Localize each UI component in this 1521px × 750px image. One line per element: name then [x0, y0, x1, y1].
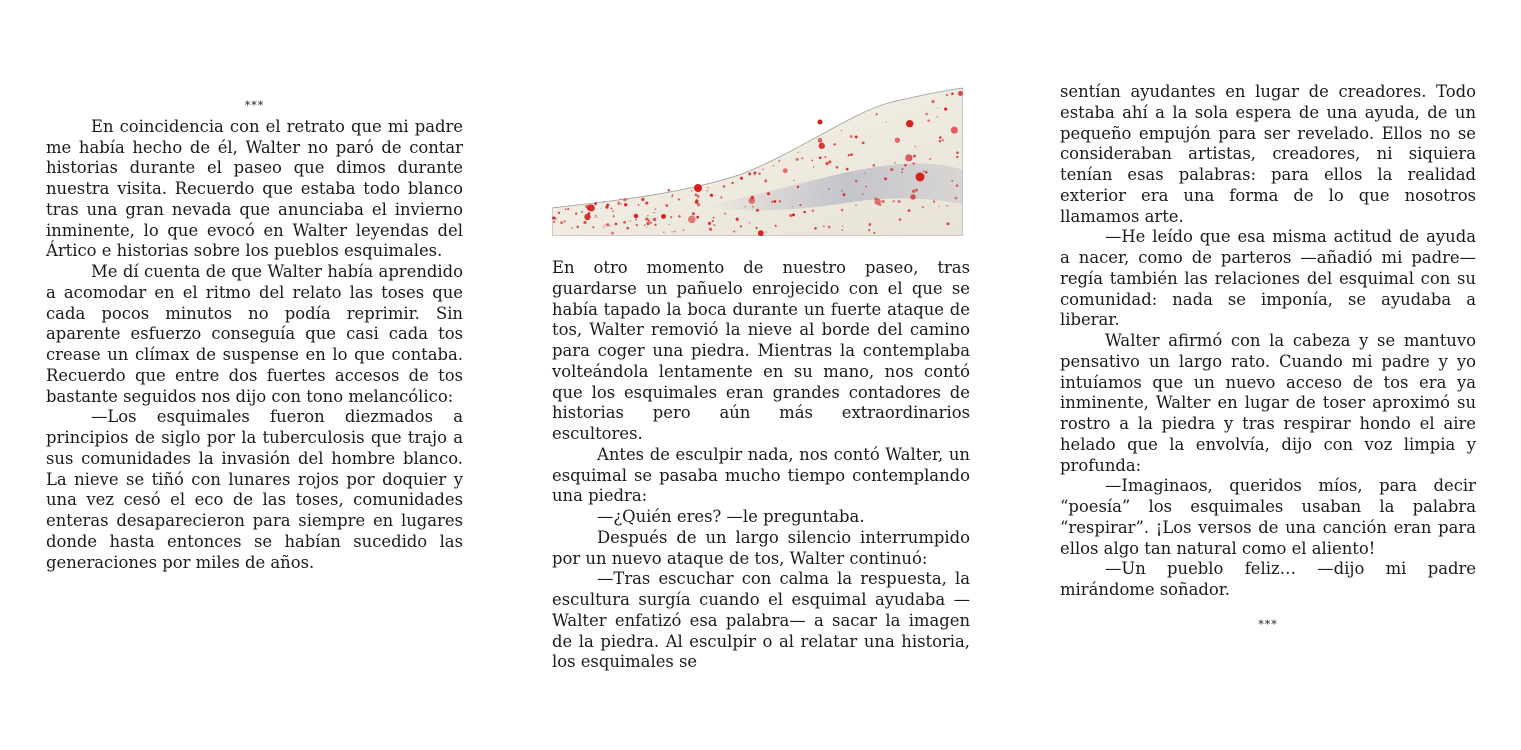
red-spot: [758, 172, 760, 174]
section-separator: ***: [244, 99, 265, 112]
red-spot: [594, 202, 597, 205]
red-spot: [890, 168, 893, 171]
red-spot: [906, 120, 913, 127]
red-spot: [946, 205, 948, 207]
red-spot: [754, 171, 757, 174]
red-spot: [811, 209, 814, 212]
red-spot: [886, 121, 887, 122]
red-spot: [938, 206, 939, 207]
red-spot: [567, 208, 569, 210]
red-spot: [678, 198, 680, 200]
red-spot: [933, 200, 935, 202]
red-spot: [899, 218, 902, 221]
red-spot: [814, 227, 817, 230]
red-spot: [707, 187, 709, 189]
red-spot: [669, 224, 670, 225]
red-spot: [818, 120, 823, 125]
red-spot: [902, 168, 904, 170]
red-spot: [868, 223, 871, 226]
red-spot: [931, 100, 934, 103]
red-spot: [740, 225, 742, 227]
red-spot: [723, 185, 726, 188]
red-spot: [850, 135, 853, 138]
red-spot: [691, 190, 692, 191]
red-spot: [819, 143, 825, 149]
red-spot: [635, 219, 637, 221]
red-spot: [671, 196, 673, 198]
red-spot: [663, 232, 664, 233]
red-spot: [654, 212, 655, 213]
red-spot: [834, 143, 836, 145]
red-spot: [846, 168, 849, 171]
red-spot: [799, 204, 801, 206]
red-spot: [864, 172, 865, 173]
red-spot: [855, 135, 858, 138]
red-spot: [913, 155, 916, 158]
paragraph: —¿Quién eres? —le preguntaba.: [597, 507, 865, 526]
red-spot: [683, 229, 685, 231]
text-column-right: [1060, 82, 1476, 636]
paragraph: Walter afirmó con la cabeza y se mantuvo pensativo un largo rato. Cuando mi padre y yo intuíamos que un nuevo acceso de tos era ya inminente, Walter en lugar de toser aproximó su rostro a la piedra y tras respirar hondo el aire helado que la envolvía, dijo con voz limpia y profunda:: [1060, 331, 1476, 475]
red-spot: [712, 220, 714, 222]
red-spot: [855, 180, 857, 182]
red-spot: [873, 232, 875, 234]
red-spot: [876, 113, 878, 115]
red-spot: [929, 158, 931, 160]
red-spot: [606, 223, 609, 226]
red-spot: [577, 226, 579, 228]
red-spot: [617, 203, 620, 206]
red-spot: [661, 214, 666, 219]
red-spot: [811, 160, 813, 162]
red-spot: [910, 194, 915, 199]
red-spot: [670, 216, 672, 218]
red-spot: [609, 225, 610, 226]
red-spot: [646, 227, 647, 228]
red-spot: [901, 171, 902, 172]
text-column-left: [46, 96, 463, 573]
red-spot: [942, 139, 944, 141]
red-spot: [912, 162, 914, 164]
paragraph: En otro momento de nuestro paseo, tras guardarse un pañuelo enrojecido con el que se había tapado la boca durante un fuerte ataque de tos, Walter removió la nieve al borde del camino para coger una piedra. Mientras la contemplaba volteándola lentamente en su mano, nos contó que los esquimales eran grandes contadores de historias pero aún más extraordinarios escultores.: [552, 258, 970, 443]
paragraph: —Tras escuchar con calma la respuesta, la escultura surgía cuando el esquimal ayudaba —Walter enfatizó esa palabra— a sacar la imagen de la piedra. Al esculpir o al relatar una historia, los esquimales se: [552, 569, 970, 672]
red-spot: [604, 225, 605, 226]
paragraph: En coincidencia con el retrato que mi padre me había hecho de él, Walter no paró de contar historias durante el paseo que dimos durante nuestra visita. Recuerdo que estaba todo blanco tras una gran nevada que anunciaba el invierno inminente, lo que evocó en Walter leyendas del Ártico e historias sobre los pueblos esquimales.: [46, 116, 463, 261]
red-spot: [937, 108, 938, 109]
red-spot: [749, 222, 750, 223]
red-spot: [653, 218, 656, 221]
red-spot: [646, 222, 649, 225]
red-spot: [674, 231, 675, 232]
red-spot: [862, 193, 864, 195]
red-spot: [575, 213, 577, 215]
red-spot: [665, 204, 668, 207]
red-spot: [925, 113, 928, 116]
red-spot: [898, 200, 901, 203]
red-spot: [868, 229, 870, 231]
red-spot: [792, 206, 793, 207]
red-spot: [779, 200, 781, 202]
red-spot: [672, 231, 673, 232]
red-spot: [813, 166, 814, 167]
red-spot: [818, 138, 823, 143]
red-spot: [773, 200, 776, 203]
red-spot: [641, 198, 644, 201]
paragraph: —Imaginaos, queridos míos, para decir “poesía” los esquimales usaban la palabra “respirar”. ¡Los versos de una canción eran para ellos algo tan natural como el aliento!: [1060, 476, 1476, 558]
red-spot: [724, 213, 726, 215]
red-spot: [925, 171, 928, 174]
red-spot: [783, 168, 788, 173]
red-spot: [758, 230, 764, 236]
red-spot: [612, 210, 614, 212]
red-spot: [922, 206, 924, 208]
red-spot: [588, 205, 595, 212]
red-spot: [667, 189, 670, 192]
red-spot: [767, 192, 770, 195]
red-spot: [905, 154, 912, 161]
red-spot: [713, 217, 715, 219]
red-spot: [752, 206, 754, 208]
red-spot: [771, 201, 773, 203]
red-spot: [946, 94, 948, 96]
red-spot: [762, 169, 763, 170]
red-spot: [581, 211, 583, 213]
red-spot: [956, 184, 959, 187]
red-spot: [626, 227, 629, 230]
red-spot: [624, 203, 627, 206]
red-spot: [634, 214, 638, 218]
red-spot: [603, 226, 605, 228]
red-spot: [645, 217, 648, 220]
red-spot: [843, 193, 846, 196]
red-spot: [620, 198, 621, 199]
red-spot: [731, 182, 733, 184]
red-spot: [956, 152, 958, 154]
red-spot: [605, 205, 608, 208]
red-spot: [916, 173, 925, 182]
paragraph: Antes de esculpir nada, nos contó Walter, un esquimal se pasaba mucho tiempo contemplando una piedra:: [552, 444, 970, 506]
red-spot: [713, 224, 715, 226]
red-spot: [764, 179, 767, 182]
red-spot: [709, 228, 712, 231]
red-spot: [836, 166, 839, 169]
red-spot: [828, 226, 831, 229]
red-spot: [636, 224, 638, 226]
red-spot: [904, 164, 906, 166]
red-spot: [745, 206, 746, 207]
red-spot: [773, 165, 774, 166]
red-spot: [906, 159, 907, 160]
red-spot: [908, 209, 911, 212]
red-spot: [792, 213, 795, 216]
red-spot: [751, 196, 754, 199]
red-spot: [895, 138, 900, 143]
red-spot: [841, 130, 842, 131]
red-spot: [927, 119, 929, 121]
red-spot: [819, 156, 822, 159]
red-spot: [708, 222, 711, 225]
red-spot: [560, 221, 563, 224]
red-spot: [874, 198, 881, 205]
red-spot: [688, 216, 696, 224]
red-spot: [645, 202, 648, 205]
red-spot: [553, 221, 555, 223]
red-spot: [584, 214, 590, 220]
red-spot: [647, 215, 648, 216]
red-spot: [797, 186, 799, 188]
red-spot: [823, 225, 825, 227]
red-spot: [672, 194, 673, 195]
snow-slope-shape: [552, 88, 963, 236]
snow-slope-illustration: [552, 86, 963, 236]
paragraph: —Los esquimales fueron diezmados a principios de siglo por la tuberculosis que trajo a sus comunidades la invasión del hombre blanco. La nieve se tiñó con lunares rojos por doquier y una vez cesó el eco de las toses, comunidades enteras desaparecieron para siempre en lugares donde hasta entonces se habían sucedido las generaciones por miles de años.: [46, 407, 463, 572]
red-spot: [944, 108, 947, 111]
red-spot: [939, 136, 942, 139]
red-spot: [775, 225, 777, 227]
red-spot: [603, 202, 604, 203]
red-spot: [707, 190, 709, 192]
paragraph: sentían ayudantes en lugar de creadores. Todo estaba ahí a la sola espera de una ayuda, de un pequeño empujón para ser revelado. Ellos no se consideraban artistas, creadores, ni siquiera tenían esas palabras: para ellos la realidad exterior era una forma de lo que nosotros llamamos arte.: [1060, 82, 1476, 226]
red-spot: [855, 205, 856, 206]
red-spot: [956, 156, 958, 158]
red-spot: [736, 218, 739, 221]
red-spot: [872, 164, 875, 167]
paragraph: Después de un largo silencio interrumpido por un nuevo ataque de tos, Walter continuó:: [552, 527, 970, 568]
red-spot: [893, 200, 895, 202]
red-spot: [828, 188, 830, 190]
red-spot: [850, 153, 853, 156]
red-spot: [592, 226, 594, 228]
red-spot: [740, 177, 743, 180]
red-spot: [778, 160, 780, 162]
red-spot: [894, 162, 896, 164]
red-spot: [789, 214, 792, 217]
red-spot: [748, 172, 751, 175]
red-spot: [571, 227, 573, 229]
red-spot: [615, 223, 618, 226]
red-spot: [881, 200, 884, 203]
red-spot: [697, 203, 700, 206]
red-spot: [613, 215, 615, 217]
red-spot: [947, 222, 950, 225]
red-spot: [564, 220, 566, 222]
red-spot: [958, 91, 963, 96]
red-spot: [848, 154, 850, 156]
red-spot: [623, 221, 626, 224]
red-spot: [558, 212, 560, 214]
red-spot: [697, 195, 700, 198]
red-spot: [583, 221, 586, 224]
red-spot: [824, 156, 826, 158]
red-spot: [654, 224, 656, 226]
red-spot: [796, 158, 799, 161]
red-spot: [694, 184, 702, 192]
red-spot: [620, 203, 622, 205]
red-spot: [552, 217, 555, 220]
red-spot: [841, 229, 843, 231]
red-spot: [585, 205, 588, 208]
red-spot: [644, 225, 645, 226]
red-spot: [923, 171, 925, 173]
red-spot: [595, 217, 596, 218]
red-spot: [695, 201, 698, 204]
red-spot: [630, 220, 631, 221]
red-spot: [912, 190, 915, 193]
red-spot: [710, 194, 713, 197]
red-spot: [803, 211, 805, 213]
paragraph: —Un pueblo feliz… —dijo mi padre mirándome soñador.: [1060, 559, 1476, 599]
red-spot: [828, 160, 831, 163]
red-spot: [623, 198, 626, 201]
red-spot: [793, 180, 794, 181]
red-spot: [601, 208, 602, 209]
red-spot: [638, 204, 640, 206]
red-spot: [627, 199, 628, 200]
red-spot: [825, 162, 828, 165]
red-spot: [915, 146, 917, 148]
red-spot: [565, 209, 567, 211]
red-spot: [841, 190, 843, 192]
red-spot: [692, 212, 695, 215]
red-spot: [865, 186, 867, 188]
red-spot: [695, 194, 697, 196]
paragraph: —He leído que esa misma actitud de ayuda a nacer, como de parteros —añadió mi padre— regía también las relaciones del esquimal con su comunidad: nada se imponía, se ayudaba a liberar.: [1060, 227, 1476, 330]
red-spot: [597, 217, 598, 218]
red-spot: [939, 140, 941, 142]
red-spot: [951, 180, 953, 182]
red-spot: [884, 177, 887, 180]
red-spot: [766, 231, 767, 232]
section-separator: ***: [1258, 617, 1278, 631]
red-spot: [862, 142, 865, 145]
red-spot: [842, 226, 843, 227]
text-column-middle: [552, 258, 970, 673]
red-spot: [801, 157, 803, 159]
red-spot: [720, 196, 722, 198]
red-spot: [955, 197, 958, 200]
red-spot: [936, 116, 938, 118]
red-spot: [611, 208, 613, 210]
red-spot: [797, 152, 798, 153]
red-spot: [678, 215, 681, 218]
red-spot: [654, 208, 656, 210]
red-spot: [650, 222, 652, 224]
red-spot: [696, 216, 699, 219]
red-spot: [841, 209, 844, 212]
red-spot: [951, 93, 954, 96]
red-spot: [595, 215, 597, 217]
red-spot: [611, 232, 614, 235]
red-spot: [733, 231, 735, 233]
red-spot: [756, 209, 759, 212]
red-spot: [755, 227, 757, 229]
paragraph: Me dí cuenta de que Walter había aprendido a acomodar en el ritmo del relato las toses que cada pocos minutos no podía reprimir. Sin aparente esfuerzo conseguía que casi cada tos crease un clímax de suspense en lo que contaba. Recuerdo que entre dos fuertes accesos de tos bastante seguidos nos dijo con tono melancólico:: [46, 262, 463, 406]
red-spot: [915, 189, 918, 192]
red-spot: [657, 217, 658, 218]
red-spot: [951, 127, 958, 134]
